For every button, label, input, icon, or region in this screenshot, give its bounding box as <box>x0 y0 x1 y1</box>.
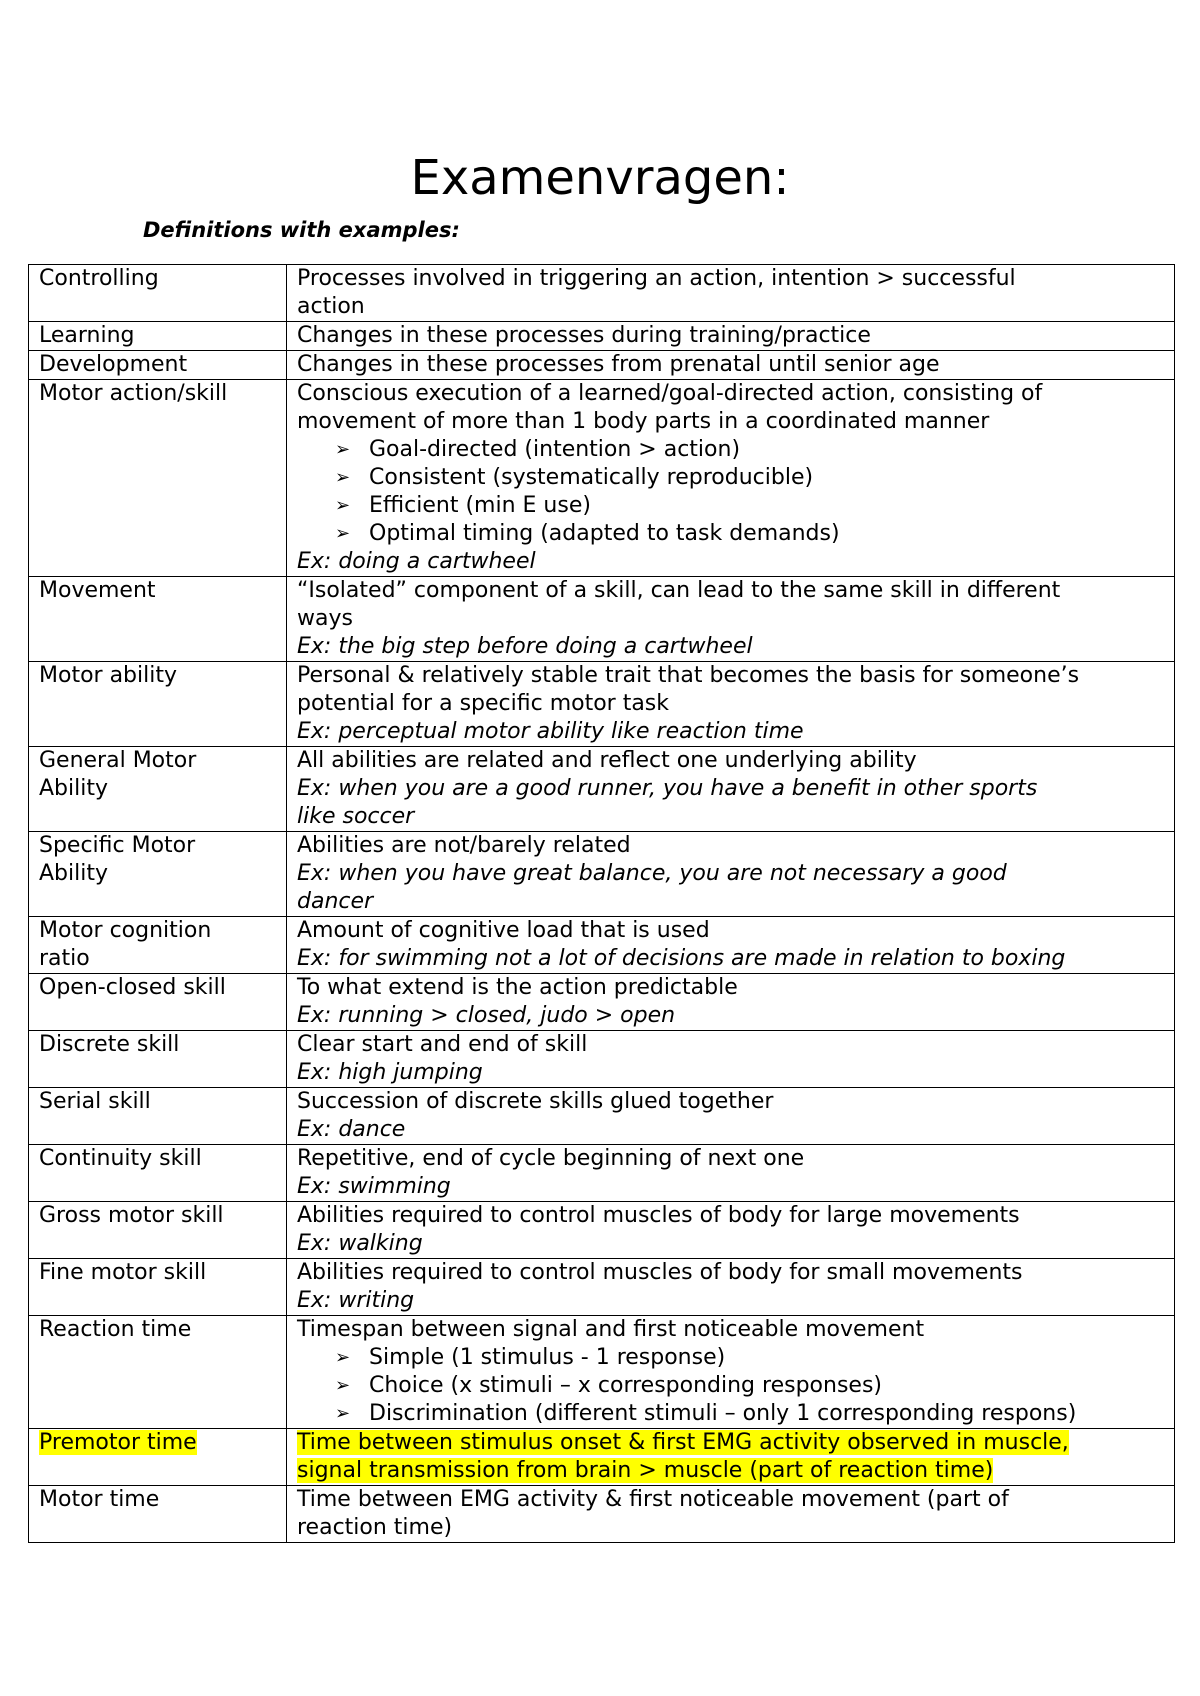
term-cell <box>29 1202 287 1259</box>
term-cell <box>29 1316 287 1429</box>
term-cell <box>29 1259 287 1316</box>
definition-text: action <box>297 294 365 319</box>
term-text: Learning <box>39 323 135 348</box>
table-row <box>29 351 1175 380</box>
table-row <box>29 662 1175 747</box>
term-text: Motor cognition <box>39 918 212 943</box>
example-text: Ex: doing a cartwheel <box>297 549 536 574</box>
table-row <box>29 1031 1175 1088</box>
term-text: Specific Motor <box>39 833 196 858</box>
example-text: Ex: high jumping <box>297 1060 483 1085</box>
table-row <box>29 1088 1175 1145</box>
arrowhead-bullet-icon: ➢ <box>335 523 351 544</box>
table-row <box>29 265 1175 322</box>
term-cell <box>29 917 287 974</box>
definition-text: Personal & relatively stable trait that becomes the basis for someone’s <box>297 663 1080 688</box>
example-text: Ex: the big step before doing a cartwheel <box>297 634 753 659</box>
arrowhead-bullet-icon: ➢ <box>335 1347 351 1368</box>
definition-text: Abilities required to control muscles of body for large movements <box>297 1203 1020 1228</box>
example-text: Ex: when you are a good runner, you have a benefit in other sports <box>297 776 1038 801</box>
table-row <box>29 322 1175 351</box>
definition-cell <box>287 577 1175 662</box>
term-cell <box>29 662 287 747</box>
term-cell <box>29 265 287 322</box>
example-text: Ex: dance <box>297 1117 406 1142</box>
table-row <box>29 1202 1175 1259</box>
definition-cell <box>287 1202 1175 1259</box>
arrowhead-bullet-icon: ➢ <box>335 1403 351 1424</box>
example-text: like soccer <box>297 804 415 829</box>
table-row <box>29 1259 1175 1316</box>
term-cell <box>29 1145 287 1202</box>
definition-text: Abilities are not/barely related <box>297 833 631 858</box>
definition-text: Amount of cognitive load that is used <box>297 918 710 943</box>
definition-text: To what extend is the action predictable <box>297 975 738 1000</box>
bullet-item <box>297 492 1164 520</box>
bullet-item <box>297 1400 1164 1428</box>
definition-text: reaction time) <box>297 1515 453 1540</box>
term-text: Movement <box>39 578 156 603</box>
bullet-text: Efficient (min E use) <box>369 493 591 518</box>
definition-cell <box>287 917 1175 974</box>
term-text: Open-closed skill <box>39 975 226 1000</box>
definition-cell <box>287 1486 1175 1543</box>
example-text: Ex: writing <box>297 1288 415 1313</box>
term-text: Motor action/skill <box>39 381 228 406</box>
term-cell <box>29 380 287 577</box>
arrowhead-bullet-icon: ➢ <box>335 1375 351 1396</box>
table-row <box>29 974 1175 1031</box>
bullet-text: Goal-directed (intention > action) <box>369 437 741 462</box>
page-subtitle: Definitions with examples: <box>143 218 460 242</box>
definition-cell <box>287 974 1175 1031</box>
definition-text: movement of more than 1 body parts in a coordinated manner <box>297 409 990 434</box>
term-cell <box>29 1486 287 1543</box>
term-cell <box>29 1429 287 1486</box>
table-row <box>29 577 1175 662</box>
definition-cell <box>287 1259 1175 1316</box>
bullet-text: Consistent (systematically reproducible) <box>369 465 814 490</box>
definition-text: signal transmission from brain > muscle (part of reaction time) <box>297 1458 994 1483</box>
term-text: ratio <box>39 946 90 971</box>
definition-text: Conscious execution of a learned/goal-directed action, consisting of <box>297 381 1043 406</box>
definition-cell <box>287 380 1175 577</box>
definition-cell <box>287 1031 1175 1088</box>
table-row <box>29 747 1175 832</box>
table-row <box>29 1316 1175 1429</box>
term-cell <box>29 832 287 917</box>
definition-cell <box>287 1088 1175 1145</box>
example-text: dancer <box>297 889 374 914</box>
bullet-item <box>297 436 1164 464</box>
term-text: General Motor <box>39 748 197 773</box>
table-row <box>29 917 1175 974</box>
term-text: Continuity skill <box>39 1146 202 1171</box>
definition-cell <box>287 351 1175 380</box>
term-text: Ability <box>39 861 108 886</box>
definition-cell <box>287 662 1175 747</box>
term-text: Premotor time <box>39 1430 197 1455</box>
definition-text: Time between EMG activity & first noticeable movement (part of <box>297 1487 1009 1512</box>
example-text: Ex: swimming <box>297 1174 451 1199</box>
bullet-item <box>297 520 1164 548</box>
term-text: Fine motor skill <box>39 1260 207 1285</box>
term-text: Gross motor skill <box>39 1203 224 1228</box>
definition-text: Clear start and end of skill <box>297 1032 588 1057</box>
table-row <box>29 1429 1175 1486</box>
arrowhead-bullet-icon: ➢ <box>335 467 351 488</box>
example-text: Ex: when you have great balance, you are not necessary a good <box>297 861 1007 886</box>
term-text: Serial skill <box>39 1089 151 1114</box>
example-text: Ex: running > closed, judo > open <box>297 1003 676 1028</box>
term-cell <box>29 351 287 380</box>
table-row <box>29 1145 1175 1202</box>
example-text: Ex: perceptual motor ability like reaction time <box>297 719 804 744</box>
term-text: Ability <box>39 776 108 801</box>
term-cell <box>29 747 287 832</box>
term-cell <box>29 322 287 351</box>
definition-cell <box>287 322 1175 351</box>
term-cell <box>29 577 287 662</box>
bullet-text: Discrimination (different stimuli – only 1 corresponding respons) <box>369 1401 1077 1426</box>
bullet-text: Simple (1 stimulus - 1 response) <box>369 1345 726 1370</box>
term-cell <box>29 1088 287 1145</box>
definition-text: Abilities required to control muscles of body for small movements <box>297 1260 1023 1285</box>
definition-text: “Isolated” component of a skill, can lead to the same skill in different <box>297 578 1061 603</box>
definition-text: Changes in these processes during training/practice <box>297 323 871 348</box>
term-text: Controlling <box>39 266 159 291</box>
definition-cell <box>287 1145 1175 1202</box>
table-row <box>29 832 1175 917</box>
term-cell <box>29 974 287 1031</box>
arrowhead-bullet-icon: ➢ <box>335 439 351 460</box>
page-title: Examenvragen: <box>410 150 790 206</box>
definition-text: Succession of discrete skills glued together <box>297 1089 774 1114</box>
term-text: Development <box>39 352 188 377</box>
definition-text: All abilities are related and reflect one underlying ability <box>297 748 917 773</box>
example-text: Ex: for swimming not a lot of decisions are made in relation to boxing <box>297 946 1066 971</box>
term-text: Motor ability <box>39 663 177 688</box>
term-text: Reaction time <box>39 1317 192 1342</box>
term-text: Motor time <box>39 1487 160 1512</box>
table-row <box>29 380 1175 577</box>
bullet-item <box>297 464 1164 492</box>
definition-text: Processes involved in triggering an action, intention > successful <box>297 266 1016 291</box>
term-cell <box>29 1031 287 1088</box>
table-row <box>29 1486 1175 1543</box>
bullet-text: Choice (x stimuli – x corresponding responses) <box>369 1373 882 1398</box>
definition-text: Time between stimulus onset & first EMG activity observed in muscle, <box>297 1430 1069 1455</box>
definition-cell <box>287 1429 1175 1486</box>
definition-cell <box>287 1316 1175 1429</box>
arrowhead-bullet-icon: ➢ <box>335 495 351 516</box>
definitions-table <box>28 264 1175 1543</box>
example-text: Ex: walking <box>297 1231 423 1256</box>
definition-cell <box>287 265 1175 322</box>
term-text: Discrete skill <box>39 1032 180 1057</box>
definitions-table-body <box>29 265 1175 1543</box>
definition-cell <box>287 832 1175 917</box>
bullet-item <box>297 1344 1164 1372</box>
definition-text: Repetitive, end of cycle beginning of next one <box>297 1146 805 1171</box>
bullet-text: Optimal timing (adapted to task demands) <box>369 521 840 546</box>
definition-text: Changes in these processes from prenatal until senior age <box>297 352 940 377</box>
definition-cell <box>287 747 1175 832</box>
definition-text: Timespan between signal and first noticeable movement <box>297 1317 925 1342</box>
definition-text: potential for a specific motor task <box>297 691 670 716</box>
definition-text: ways <box>297 606 353 631</box>
bullet-item <box>297 1372 1164 1400</box>
